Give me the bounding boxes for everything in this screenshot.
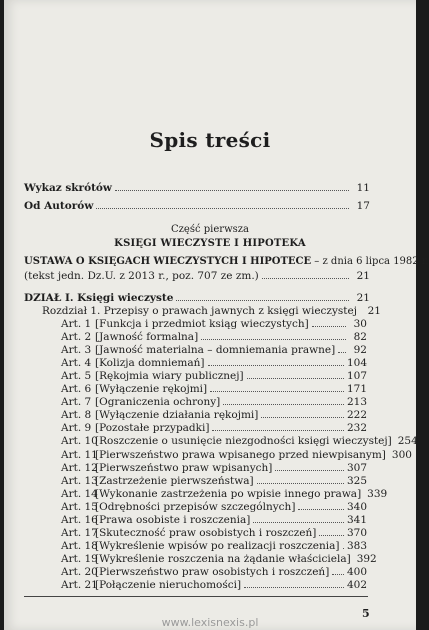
article-title: [Zastrzeżenie pierwszeństwa] [95, 474, 254, 487]
toc-entry-page: 92 [353, 344, 367, 357]
article-title: [Pozostałe przypadki] [95, 422, 210, 435]
book-page [4, 0, 429, 630]
act-heading [24, 256, 429, 267]
article-number: Art. 14 [61, 487, 98, 500]
article-number: Art. 3 [61, 344, 92, 357]
toc-entry-page: 370 [346, 526, 367, 539]
article-number: Art. 4 [61, 357, 92, 370]
article-title: [Skuteczność praw osobistych i roszczeń] [95, 526, 317, 539]
division-label: DZIAŁ I. Księgi wieczyste [24, 292, 174, 304]
leader-dots [332, 566, 344, 575]
article-title: [Funkcja i przedmiot ksiąg wieczystych] [95, 318, 309, 330]
page-number: 5 [362, 607, 370, 620]
publisher-website: www.lexisnexis.pl [161, 616, 259, 629]
article-number: Art. 11 [61, 448, 98, 461]
article-number: Art. 20 [61, 565, 98, 578]
leader-dots [257, 475, 344, 484]
article-number: Art. 8 [61, 409, 92, 422]
toc-entry-division [24, 292, 370, 304]
leader-dots [212, 422, 343, 431]
toc-entry-article [61, 318, 367, 330]
page-title: Spis treści [149, 128, 271, 152]
toc-entry-page: 17 [356, 200, 370, 212]
footer-divider [24, 596, 368, 597]
part-title: KSIĘGI WIECZYSTE I HIPOTEKA [114, 238, 306, 249]
leader-dots [244, 579, 344, 588]
toc-entry-page: 171 [346, 383, 367, 396]
article-title: [Jawność materialna – domniemania prawne] [95, 344, 336, 357]
toc-entry-page: 300 [391, 448, 412, 461]
article-title: [Ograniczenia ochrony] [95, 396, 221, 409]
toc-entry-article [61, 383, 367, 395]
article-number: Art. 9 [61, 422, 92, 435]
article-title: [Kolizja domniemań] [95, 357, 205, 370]
toc-entry-article [61, 409, 367, 421]
article-number: Art. 21 [61, 579, 98, 591]
toc-entry-article [61, 344, 367, 356]
article-number: Art. 18 [61, 539, 98, 552]
article-title: [Odrębności przepisów szczególnych] [95, 500, 296, 513]
toc-entry-page: 325 [346, 474, 367, 487]
article-number: Art. 15 [61, 500, 98, 513]
leader-dots [262, 270, 349, 279]
toc-entry-article [61, 527, 367, 539]
toc-entry-article [61, 462, 367, 474]
chapter-label: Rozdział 1. Przepisy o prawach jawnych z księgi wieczystej [42, 305, 357, 317]
article-title: [Wykonanie zastrzeżenia po wpisie innego prawa] [95, 487, 362, 500]
article-number: Art. 7 [61, 396, 92, 409]
toc-entry-page: 82 [353, 331, 367, 344]
toc-entry-page: 21 [356, 292, 370, 304]
toc-entry-article [61, 552, 377, 565]
toc-entry-label: Od Autorów [24, 200, 94, 212]
toc-entry-page: 104 [346, 357, 367, 370]
toc-entry-article [61, 566, 367, 578]
leader-dots [312, 318, 346, 327]
article-number: Art. 10 [61, 435, 98, 448]
article-title: [Pierwszeństwo praw wpisanych] [95, 461, 273, 474]
toc-entry-article [61, 475, 367, 487]
article-title: [Połączenie nieruchomości] [95, 579, 242, 591]
leader-dots [298, 501, 344, 510]
act-title: USTAWA O KSIĘGACH WIECZYSTYCH I HIPOTECE [24, 256, 312, 267]
article-title: [Wyłączenie rękojmi] [95, 383, 208, 396]
article-number: Art. 19 [61, 552, 98, 565]
article-title: [Wykreślenie roszczenia na żądanie właściciela] [95, 552, 351, 565]
act-source-row [24, 270, 370, 282]
article-number: Art. 17 [61, 526, 98, 539]
toc-entry-page: 213 [346, 396, 367, 409]
article-title: [Wykreślenie wpisów po realizacji roszczenia] [95, 539, 340, 552]
article-title: [Roszczenie o usunięcie niezgodności księgi wieczystej] [95, 435, 392, 448]
article-title: [Pierwszeństwo praw osobistych i roszczeń] [95, 565, 330, 578]
toc-entry-foreword [24, 200, 370, 212]
toc-entry-page: 11 [356, 182, 370, 194]
toc-entry-page: 232 [346, 422, 367, 435]
article-title: [Jawność formalna] [95, 331, 199, 344]
toc-entry-page: 254 [397, 435, 418, 448]
toc-entry-article [61, 487, 388, 500]
article-number: Art. 6 [61, 383, 92, 396]
toc-entry-abbreviations [24, 182, 370, 194]
article-number: Art. 1 [61, 318, 92, 330]
article-title: [Rękojmia wiary publicznej] [95, 370, 244, 383]
toc-entry-page: 341 [346, 513, 367, 526]
article-title: [Pierwszeństwo prawa wpisanego przed niewpisanym] [95, 448, 386, 461]
toc-entry-page: 107 [346, 370, 367, 383]
toc-entry-page: 400 [346, 565, 367, 578]
article-number: Art. 12 [61, 461, 98, 474]
leader-dots [338, 344, 346, 353]
leader-dots [201, 331, 346, 340]
leader-dots [261, 409, 344, 418]
toc-entry-label: Wykaz skrótów [24, 182, 112, 194]
toc-entry-page: 402 [346, 579, 367, 591]
leader-dots [253, 514, 344, 523]
article-number: Art. 16 [61, 513, 98, 526]
toc-entry-article [61, 540, 367, 552]
leader-dots [176, 292, 349, 301]
leader-dots [343, 540, 344, 549]
toc-entry-article [61, 422, 367, 434]
toc-entry-article [61, 448, 412, 461]
toc-entry-article [61, 501, 367, 513]
toc-entry-article [61, 396, 367, 408]
toc-entry-article [61, 357, 367, 369]
toc-entry-page: 222 [346, 409, 367, 422]
toc-entry-chapter [42, 305, 381, 317]
leader-dots [247, 370, 344, 379]
leader-dots [208, 357, 344, 366]
leader-dots [115, 182, 349, 191]
article-title: [Prawa osobiste i roszczenia] [95, 513, 251, 526]
article-number: Art. 2 [61, 331, 92, 344]
article-number: Art. 13 [61, 474, 98, 487]
toc-entry-article [61, 435, 418, 448]
toc-entry-page: 21 [367, 305, 381, 317]
leader-dots [223, 396, 344, 405]
toc-entry-article [61, 579, 367, 591]
toc-entry-article [61, 514, 367, 526]
toc-entry-page: 21 [356, 270, 370, 282]
leader-dots [96, 200, 349, 209]
article-title: [Wyłączenie działania rękojmi] [95, 409, 259, 422]
toc-entry-page: 307 [346, 461, 367, 474]
act-date: – z dnia 6 lipca 1982 r. [311, 256, 429, 267]
toc-entry-page: 339 [367, 487, 388, 500]
act-source: (tekst jedn. Dz.U. z 2013 r., poz. 707 ze zm.) [24, 270, 259, 282]
article-number: Art. 5 [61, 370, 92, 383]
leader-dots [319, 527, 344, 536]
leader-dots [275, 462, 344, 471]
toc-entry-page: 383 [346, 539, 367, 552]
toc-entry-page: 340 [346, 500, 367, 513]
toc-entry-article [61, 370, 367, 382]
part-label: Część pierwsza [171, 224, 249, 235]
toc-entry-page: 392 [356, 552, 377, 565]
toc-entry-article [61, 331, 367, 343]
leader-dots [210, 383, 344, 392]
toc-entry-page: 30 [353, 318, 367, 330]
